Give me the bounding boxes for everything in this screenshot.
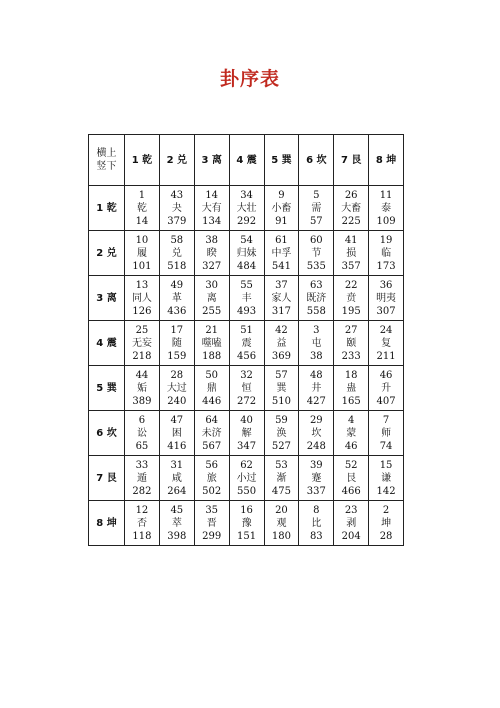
hexagram-value: 527	[271, 440, 291, 452]
hexagram-cell	[334, 186, 369, 231]
hexagram-value: 126	[132, 305, 152, 317]
hexagram-number: 7	[382, 414, 390, 426]
hexagram-name: 升	[381, 382, 392, 394]
hexagram-number: 31	[170, 459, 184, 471]
hexagram-cell	[264, 366, 299, 411]
table-row	[89, 411, 404, 456]
hexagram-name: 同人	[131, 292, 152, 304]
hexagram-cell	[369, 501, 404, 546]
hexagram-value: 427	[306, 395, 326, 407]
row-header: 4 震	[89, 321, 125, 366]
hexagram-cell	[194, 231, 229, 276]
hexagram-name: 噬嗑	[201, 337, 222, 349]
hexagram-value: 91	[275, 215, 288, 227]
hexagram-value: 248	[306, 440, 326, 452]
hexagram-value: 46	[344, 440, 358, 452]
hexagram-name: 节	[311, 247, 322, 259]
hexagram-name: 大有	[201, 202, 222, 214]
hexagram-name: 剥	[346, 517, 357, 529]
table-row	[89, 321, 404, 366]
hexagram-cell	[194, 366, 229, 411]
hexagram-value: 272	[237, 395, 257, 407]
column-header: 3 离	[194, 135, 229, 186]
hexagram-name: 晋	[206, 517, 217, 529]
row-header: 8 坤	[89, 501, 125, 546]
hexagram-cell	[334, 276, 369, 321]
row-header: 7 艮	[89, 456, 125, 501]
hexagram-cell	[334, 501, 369, 546]
hexagram-cell	[125, 501, 160, 546]
hexagram-name: 遁	[136, 472, 147, 484]
hexagram-cell	[299, 456, 334, 501]
hexagram-number: 16	[240, 504, 253, 516]
hexagram-name: 困	[171, 427, 182, 439]
hexagram-cell	[229, 276, 264, 321]
hexagram-name: 师	[381, 427, 392, 439]
hexagram-name: 大壮	[236, 202, 257, 214]
hexagram-number: 17	[170, 324, 184, 336]
hexagram-value: 307	[376, 305, 396, 317]
hexagram-number: 19	[379, 234, 393, 246]
hexagram-cell	[299, 366, 334, 411]
hexagram-cell	[369, 411, 404, 456]
hexagram-value: 475	[271, 485, 291, 497]
hexagram-number: 41	[344, 234, 358, 246]
hexagram-name: 震	[241, 337, 252, 349]
hexagram-name: 观	[276, 517, 287, 529]
hexagram-value: 299	[202, 530, 222, 542]
hexagram-value: 204	[341, 530, 361, 542]
hexagram-cell	[229, 231, 264, 276]
hexagram-cell	[194, 501, 229, 546]
hexagram-name: 坤	[381, 517, 392, 529]
hexagram-cell	[369, 366, 404, 411]
hexagram-cell	[369, 276, 404, 321]
hexagram-value: 225	[341, 215, 361, 227]
hexagram-value: 38	[309, 350, 323, 362]
hexagram-number: 25	[135, 324, 149, 336]
hexagram-cell	[194, 276, 229, 321]
hexagram-number: 5	[313, 189, 320, 201]
hexagram-cell	[194, 456, 229, 501]
hexagram-number: 48	[309, 369, 323, 381]
hexagram-number: 37	[275, 279, 288, 291]
table-row	[89, 456, 404, 501]
hexagram-cell	[264, 321, 299, 366]
hexagram-number: 54	[240, 234, 253, 246]
hexagram-number: 57	[275, 369, 288, 381]
hexagram-number: 36	[379, 279, 393, 291]
hexagram-number: 40	[240, 414, 253, 426]
hexagram-cell	[369, 321, 404, 366]
hexagram-number: 26	[344, 189, 358, 201]
hexagram-name: 大过	[166, 382, 187, 394]
hexagram-value: 165	[341, 395, 361, 407]
hexagram-number: 58	[170, 234, 184, 246]
hexagram-name: 姤	[136, 382, 147, 394]
hexagram-cell	[264, 456, 299, 501]
hexagram-value: 211	[376, 350, 396, 362]
hexagram-value: 398	[167, 530, 187, 542]
hexagram-value: 142	[376, 485, 396, 497]
hexagram-number: 47	[170, 414, 184, 426]
hexagram-value: 567	[202, 440, 222, 452]
hexagram-value: 240	[167, 395, 187, 407]
hexagram-value: 369	[271, 350, 291, 362]
hexagram-cell	[125, 186, 160, 231]
hexagram-number: 13	[135, 279, 149, 291]
hexagram-cell	[299, 501, 334, 546]
hexagram-number: 22	[344, 279, 358, 291]
hexagram-name: 睽	[206, 247, 217, 259]
hexagram-value: 28	[379, 530, 393, 542]
hexagram-name: 否	[136, 517, 147, 529]
hexagram-number: 32	[240, 369, 253, 381]
hexagram-cell	[334, 456, 369, 501]
hexagram-cell	[229, 501, 264, 546]
hexagram-name: 兑	[171, 247, 182, 259]
hexagram-name: 恒	[241, 382, 252, 394]
hexagram-value: 541	[271, 260, 291, 272]
hexagram-value: 379	[167, 215, 187, 227]
hexagram-number: 1	[138, 189, 146, 201]
hexagram-name: 随	[171, 337, 182, 349]
hexagram-value: 347	[237, 440, 257, 452]
hexagram-number: 28	[170, 369, 184, 381]
column-header: 5 巽	[264, 135, 299, 186]
page-title: 卦序表	[219, 68, 280, 90]
hexagram-name: 既济	[306, 292, 327, 304]
hexagram-name: 小过	[236, 472, 257, 484]
hexagram-number: 46	[379, 369, 393, 381]
hexagram-number: 60	[309, 234, 323, 246]
hexagram-number: 52	[344, 459, 358, 471]
hexagram-value: 14	[135, 215, 149, 227]
corner-bottom-label: 竖下	[96, 161, 117, 172]
hexagram-number: 3	[313, 324, 320, 336]
corner-top-label: 横上	[96, 148, 117, 159]
hexagram-name: 履	[136, 247, 147, 259]
hexagram-value: 317	[271, 305, 291, 317]
hexagram-number: 35	[205, 504, 219, 516]
hexagram-cell	[264, 276, 299, 321]
hexagram-value: 327	[202, 260, 222, 272]
hexagram-cell	[229, 411, 264, 456]
hexagram-cell	[125, 231, 160, 276]
hexagram-name: 贲	[346, 292, 357, 304]
hexagram-number: 55	[240, 279, 253, 291]
hexagram-name: 夬	[171, 202, 182, 214]
column-header: 7 艮	[334, 135, 369, 186]
hexagram-number: 42	[275, 324, 288, 336]
hexagram-number: 27	[344, 324, 358, 336]
hexagram-cell	[229, 186, 264, 231]
hexagram-value: 337	[306, 485, 326, 497]
hexagram-number: 20	[275, 504, 288, 516]
hexagram-number: 50	[205, 369, 219, 381]
hexagram-cell	[369, 456, 404, 501]
hexagram-cell	[125, 321, 160, 366]
table-row	[89, 501, 404, 546]
hexagram-cell	[264, 411, 299, 456]
hexagram-name: 益	[276, 337, 287, 349]
hexagram-number: 62	[240, 459, 253, 471]
hexagram-number: 2	[382, 504, 390, 516]
hexagram-value: 188	[202, 350, 222, 362]
row-header: 3 离	[89, 276, 125, 321]
hexagram-name: 乾	[136, 202, 147, 214]
hexagram-cell	[125, 276, 160, 321]
hexagram-cell	[334, 231, 369, 276]
hexagram-value: 180	[271, 530, 291, 542]
hexagram-number: 61	[275, 234, 288, 246]
hexagram-value: 550	[237, 485, 257, 497]
hexagram-number: 38	[205, 234, 219, 246]
hexagram-cell	[159, 456, 194, 501]
hexagram-number: 63	[309, 279, 323, 291]
hexagram-number: 33	[135, 459, 149, 471]
hexagram-name: 咸	[171, 472, 182, 484]
hexagram-cell	[159, 186, 194, 231]
column-header: 2 兑	[159, 135, 194, 186]
hexagram-cell	[194, 321, 229, 366]
hexagram-value: 134	[202, 215, 222, 227]
hexagram-name: 大畜	[341, 202, 362, 214]
hexagram-value: 83	[309, 530, 323, 542]
hexagram-cell	[264, 231, 299, 276]
column-header: 1 乾	[125, 135, 160, 186]
hexagram-number: 59	[275, 414, 288, 426]
hexagram-name: 谦	[381, 472, 392, 484]
hexagram-cell	[159, 366, 194, 411]
hexagram-cell	[159, 276, 194, 321]
hexagram-number: 6	[138, 414, 146, 426]
hexagram-value: 502	[202, 485, 222, 497]
hexagram-value: 65	[135, 440, 149, 452]
hexagram-name: 蒙	[346, 427, 357, 439]
hexagram-number: 10	[135, 234, 149, 246]
column-header: 6 坎	[299, 135, 334, 186]
hexagram-value: 446	[202, 395, 222, 407]
hexagram-cell	[369, 186, 404, 231]
hexagram-name: 涣	[276, 427, 287, 439]
hexagram-name: 颐	[346, 337, 357, 349]
hexagram-cell	[194, 411, 229, 456]
hexagram-name: 屯	[311, 337, 322, 349]
hexagram-number: 64	[205, 414, 219, 426]
hexagram-name: 需	[311, 202, 322, 214]
hexagram-name: 革	[171, 292, 182, 304]
hexagram-cell	[125, 456, 160, 501]
hexagram-value: 74	[379, 440, 393, 452]
hexagram-number: 30	[205, 279, 219, 291]
hexagram-name: 解	[241, 427, 252, 439]
hexagram-cell	[299, 321, 334, 366]
hexagram-value: 118	[132, 530, 152, 542]
hexagram-name: 鼎	[206, 382, 217, 394]
hexagram-number: 51	[240, 324, 253, 336]
hexagram-name: 坎	[311, 427, 322, 439]
header-row	[89, 135, 404, 186]
hexagram-value: 558	[306, 305, 326, 317]
hexagram-value: 233	[341, 350, 361, 362]
hexagram-cell	[159, 411, 194, 456]
hexagram-value: 109	[376, 215, 396, 227]
hexagram-value: 255	[202, 305, 222, 317]
hexagram-number: 14	[205, 189, 219, 201]
hexagram-cell	[299, 186, 334, 231]
hexagram-number: 49	[170, 279, 184, 291]
hexagram-name: 归妹	[236, 247, 257, 259]
hexagram-number: 24	[379, 324, 393, 336]
hexagram-cell	[159, 231, 194, 276]
table-row	[89, 231, 404, 276]
hexagram-name: 旅	[206, 472, 217, 484]
hexagram-cell	[229, 366, 264, 411]
hexagram-value: 493	[237, 305, 257, 317]
hexagram-name: 家人	[271, 292, 292, 304]
table-row	[89, 276, 404, 321]
hexagram-value: 151	[237, 530, 257, 542]
hexagram-number: 15	[379, 459, 393, 471]
hexagram-cell	[125, 366, 160, 411]
hexagram-cell	[264, 501, 299, 546]
hexagram-number: 43	[170, 189, 184, 201]
hexagram-name: 泰	[381, 202, 392, 214]
hexagram-value: 389	[132, 395, 152, 407]
hexagram-value: 195	[341, 305, 361, 317]
corner-cell	[89, 135, 125, 186]
hexagram-cell	[264, 186, 299, 231]
hexagram-cell	[334, 366, 369, 411]
hexagram-number: 56	[205, 459, 219, 471]
hexagram-name: 豫	[241, 517, 252, 529]
row-header: 6 坎	[89, 411, 125, 456]
hexagram-order-table	[88, 134, 404, 546]
row-header: 2 兑	[89, 231, 125, 276]
row-header: 1 乾	[89, 186, 125, 231]
hexagram-number: 34	[240, 189, 253, 201]
hexagram-name: 小畜	[271, 202, 292, 214]
hexagram-cell	[299, 231, 334, 276]
hexagram-value: 436	[167, 305, 187, 317]
hexagram-value: 218	[132, 350, 152, 362]
hexagram-name: 中孚	[271, 247, 292, 259]
hexagram-name: 复	[381, 337, 392, 349]
hexagram-value: 57	[309, 215, 323, 227]
hexagram-value: 456	[237, 350, 257, 362]
hexagram-number: 44	[135, 369, 149, 381]
column-header: 4 震	[229, 135, 264, 186]
hexagram-number: 12	[135, 504, 149, 516]
hexagram-name: 明夷	[376, 292, 397, 304]
hexagram-cell	[229, 321, 264, 366]
hexagram-value: 416	[167, 440, 187, 452]
row-header: 5 巽	[89, 366, 125, 411]
hexagram-value: 466	[341, 485, 361, 497]
hexagram-value: 518	[167, 260, 187, 272]
hexagram-name: 巽	[276, 382, 287, 394]
hexagram-cell	[159, 501, 194, 546]
hexagram-value: 282	[132, 485, 152, 497]
hexagram-name: 井	[311, 382, 322, 394]
hexagram-value: 357	[341, 260, 361, 272]
hexagram-value: 510	[271, 395, 291, 407]
hexagram-value: 101	[132, 260, 152, 272]
hexagram-cell	[369, 231, 404, 276]
hexagram-name: 萃	[171, 517, 182, 529]
hexagram-cell	[334, 321, 369, 366]
table-row	[89, 366, 404, 411]
table-row	[89, 186, 404, 231]
hexagram-value: 173	[376, 260, 396, 272]
hexagram-cell	[334, 411, 369, 456]
hexagram-number: 45	[170, 504, 184, 516]
hexagram-number: 21	[205, 324, 219, 336]
hexagram-cell	[299, 276, 334, 321]
hexagram-name: 渐	[276, 472, 287, 484]
hexagram-name: 未济	[201, 427, 222, 439]
hexagram-name: 艮	[346, 472, 357, 484]
hexagram-cell	[299, 411, 334, 456]
hexagram-name: 蛊	[346, 382, 357, 394]
hexagram-name: 讼	[136, 427, 147, 439]
hexagram-value: 407	[376, 395, 396, 407]
column-header: 8 坤	[369, 135, 404, 186]
hexagram-value: 292	[237, 215, 257, 227]
hexagram-name: 无妄	[131, 337, 152, 349]
hexagram-value: 159	[167, 350, 187, 362]
hexagram-cell	[194, 186, 229, 231]
hexagram-number: 29	[309, 414, 323, 426]
hexagram-number: 4	[348, 414, 355, 426]
hexagram-name: 蹇	[311, 472, 322, 484]
hexagram-value: 535	[306, 260, 326, 272]
hexagram-cell	[125, 411, 160, 456]
hexagram-number: 11	[379, 189, 393, 201]
hexagram-number: 53	[275, 459, 288, 471]
hexagram-number: 9	[278, 189, 285, 201]
hexagram-number: 23	[344, 504, 358, 516]
hexagram-value: 264	[167, 485, 187, 497]
hexagram-number: 18	[344, 369, 358, 381]
hexagram-value: 484	[237, 260, 257, 272]
hexagram-number: 39	[309, 459, 323, 471]
hexagram-name: 丰	[241, 292, 252, 304]
hexagram-cell	[159, 321, 194, 366]
hexagram-name: 损	[346, 247, 357, 259]
hexagram-number: 8	[313, 504, 320, 516]
hexagram-name: 临	[381, 247, 392, 259]
hexagram-name: 比	[311, 517, 322, 529]
hexagram-cell	[229, 456, 264, 501]
hexagram-name: 离	[206, 292, 217, 304]
